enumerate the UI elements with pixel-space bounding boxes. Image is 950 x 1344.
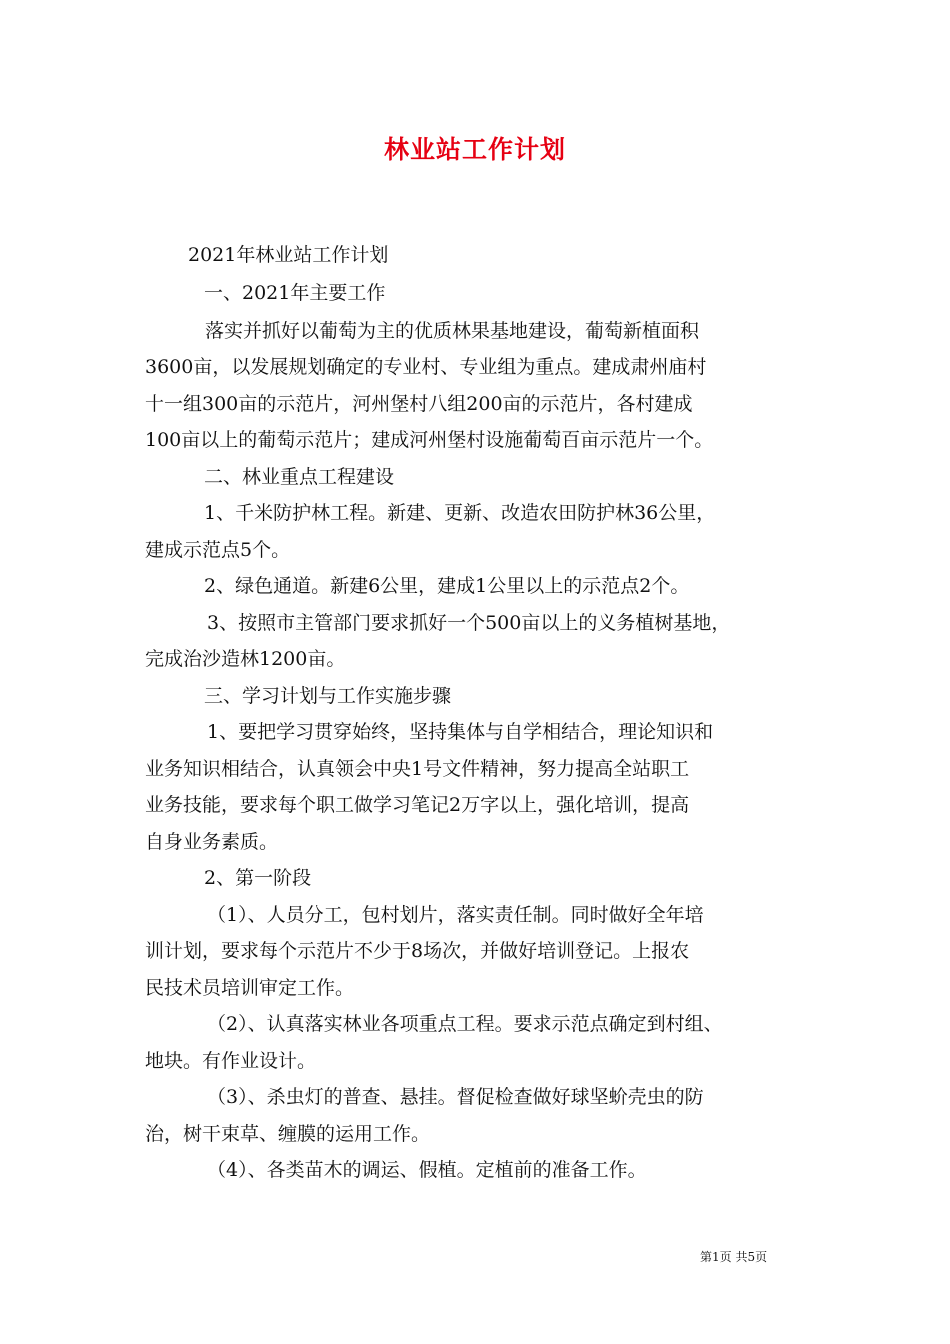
paragraph-line: 3、按照市主管部门要求抓好一个500亩以上的义务植树基地， (207, 612, 731, 634)
paragraph-line: （1）、人员分工，包村划片，落实责任制。同时做好全年培 (207, 904, 704, 926)
section-heading: 二、林业重点工程建设 (204, 466, 395, 488)
section-heading: 一、2021年主要工作 (204, 282, 386, 304)
paragraph-line: 训计划，要求每个示范片不少于8场次，并做好培训登记。上报农 (145, 940, 690, 962)
paragraph-line: 落实并抓好以葡萄为主的优质林果基地建设，葡萄新植面积 (205, 320, 700, 342)
paragraph-line: （4）、各类苗木的调运、假植。定植前的准备工作。 (207, 1159, 647, 1181)
paragraph-line: 十一组300亩的示范片，河州堡村八组200亩的示范片，各村建成 (145, 393, 693, 415)
paragraph-line: 1、要把学习贯穿始终，坚持集体与自学相结合，理论知识和 (207, 721, 714, 743)
section-heading: 三、学习计划与工作实施步骤 (204, 685, 452, 707)
page-number: 第1页 共5页 (700, 1250, 768, 1264)
paragraph-line: 完成治沙造林1200亩。 (145, 648, 346, 670)
paragraph-line: 100亩以上的葡萄示范片；建成河州堡村设施葡萄百亩示范片一个。 (145, 429, 714, 451)
paragraph-line: 3600亩，以发展规划确定的专业村、专业组为重点。建成肃州庙村 (145, 356, 707, 378)
paragraph-line: 治，树干束草、缠膜的运用工作。 (145, 1123, 431, 1145)
document-title: 林业站工作计划 (383, 135, 566, 164)
paragraph-line: 2、绿色通道。新建6公里，建成1公里以上的示范点2个。 (204, 575, 690, 597)
paragraph-line: 业务知识相结合，认真领会中央1号文件精神，努力提高全站职工 (145, 758, 690, 780)
paragraph-line: 1、千米防护林工程。新建、更新、改造农田防护林36公里， (204, 502, 716, 524)
paragraph-line: （3）、杀虫灯的普查、悬挂。督促检查做好球坚蚧壳虫的防 (207, 1086, 704, 1108)
paragraph-line: 业务技能，要求每个职工做学习笔记2万字以上，强化培训，提高 (145, 794, 690, 816)
paragraph-line: 民技术员培训审定工作。 (145, 977, 355, 999)
paragraph-line: 自身业务素质。 (145, 831, 279, 853)
paragraph-line: 建成示范点5个。 (145, 539, 291, 561)
paragraph-line: 地块。有作业设计。 (145, 1050, 317, 1072)
paragraph-line: （2）、认真落实林业各项重点工程。要求示范点确定到村组、 (207, 1013, 723, 1035)
paragraph-line: 2021年林业站工作计划 (188, 244, 389, 266)
section-heading: 2、第一阶段 (204, 867, 312, 889)
